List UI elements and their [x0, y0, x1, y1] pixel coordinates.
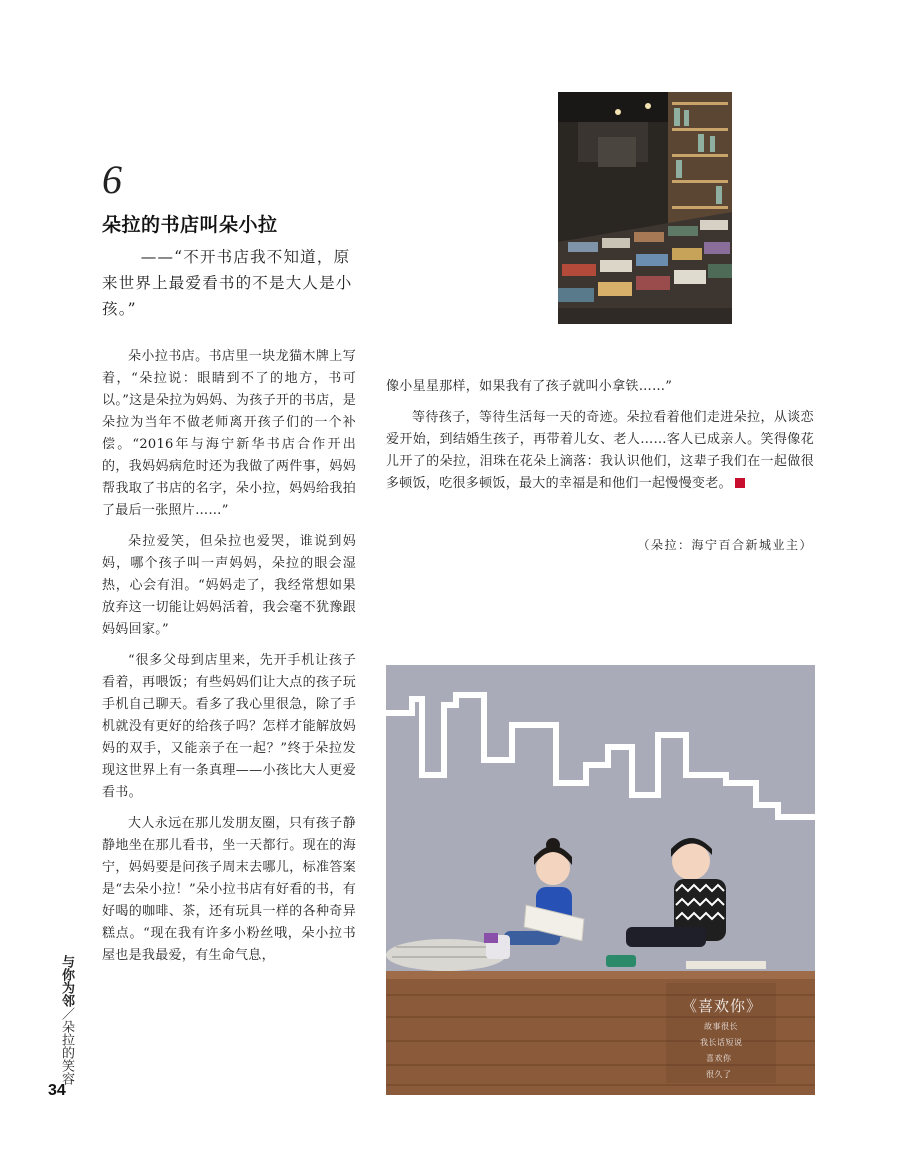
paragraph: 朵拉爱笑，但朵拉也爱哭，谁说到妈妈，哪个孩子叫一声妈妈，朵拉的眼会湿热，心会有泪。“妈妈走了，我经常想如果放弃这一切能让妈妈活着，我会毫不犹豫跟妈妈回家。” [102, 534, 356, 637]
running-header [52, 955, 74, 1085]
article-short-name: 朵拉的笑容 [59, 1020, 74, 1085]
paragraph: 大人永远在那儿发朋友圈，只有孩子静静地坐在那儿看书，坐一天都行。现在的海宁，妈妈要是问孩子周末去哪儿，标准答案是“去朵小拉！”朵小拉书店有好看的书，有好喝的咖啡、茶，还有玩具一样的各种奇异糕点。“现在我有许多小粉丝哦，朵小拉书屋也是我最爱，有生命气息， [102, 816, 356, 963]
paragraph: “很多父母到店里来，先开手机让孩子看着，再喂饭；有些妈妈们让大点的孩子玩手机自己聊天。看多了我心里很急，除了手机就没有更好的给孩子吗？怎样才能解放妈妈的双手，又能亲子在一起？”终于朵拉发现这世界上有一条真理——小孩比大人更爱看书。 [102, 653, 356, 800]
paragraph: 朵小拉书店。书店里一块龙猫木牌上写着，“朵拉说：眼睛到不了的地方，书可以。”这是朵拉为妈妈、为孩子开的书店，是朵拉为当年不做老师离开孩子们的一个补偿。“2016年与海宁新华书店合作开出的，我妈妈病危时还为我做了两件事，妈妈帮我取了书店的名字，朵小拉，妈妈给我拍了最后一张照片……” [102, 349, 356, 518]
photo-caption-line: 喜欢你 [706, 1054, 732, 1063]
right-text-column [386, 376, 814, 504]
photo-caption-line: 故事很长 [704, 1022, 738, 1031]
bookstore-photo [558, 92, 732, 324]
photo-caption-line: 很久了 [706, 1070, 732, 1079]
paragraph-continuation: 像小星星那样，如果我有了孩子就叫小拿铁……” [386, 379, 673, 394]
author-note: （朵拉：海宁百合新城业主） [637, 538, 813, 552]
article-subtitle: ——“不开书店我不知道，原来世界上最爱看书的不是大人是小孩。” [102, 248, 353, 318]
left-text-column [102, 346, 356, 976]
header-separator: ／ [59, 1007, 74, 1020]
children-reading-photo [386, 665, 815, 1095]
page-number: 34 [48, 1082, 66, 1099]
column-name: 与你为邻 [59, 955, 74, 1007]
photo-caption-title: 《喜欢你》 [682, 997, 763, 1015]
article-title: 朵拉的书店叫朵小拉 [102, 214, 278, 236]
photo-caption-line: 我长话短说 [700, 1038, 743, 1047]
section-number: 6 [102, 157, 122, 202]
end-mark-icon [735, 478, 745, 488]
paragraph-text: 等待孩子，等待生活每一天的奇迹。朵拉看着他们走进朵拉，从谈恋爱开始，到结婚生孩子，再带着儿女、老人……客人已成亲人。笑得像花儿开了的朵拉，泪珠在花朵上滴落：我认识他们，这辈子我们在一起做很多顿饭，吃很多顿饭，最大的幸福是和他们一起慢慢变老。 [386, 410, 814, 491]
paragraph [386, 407, 814, 495]
